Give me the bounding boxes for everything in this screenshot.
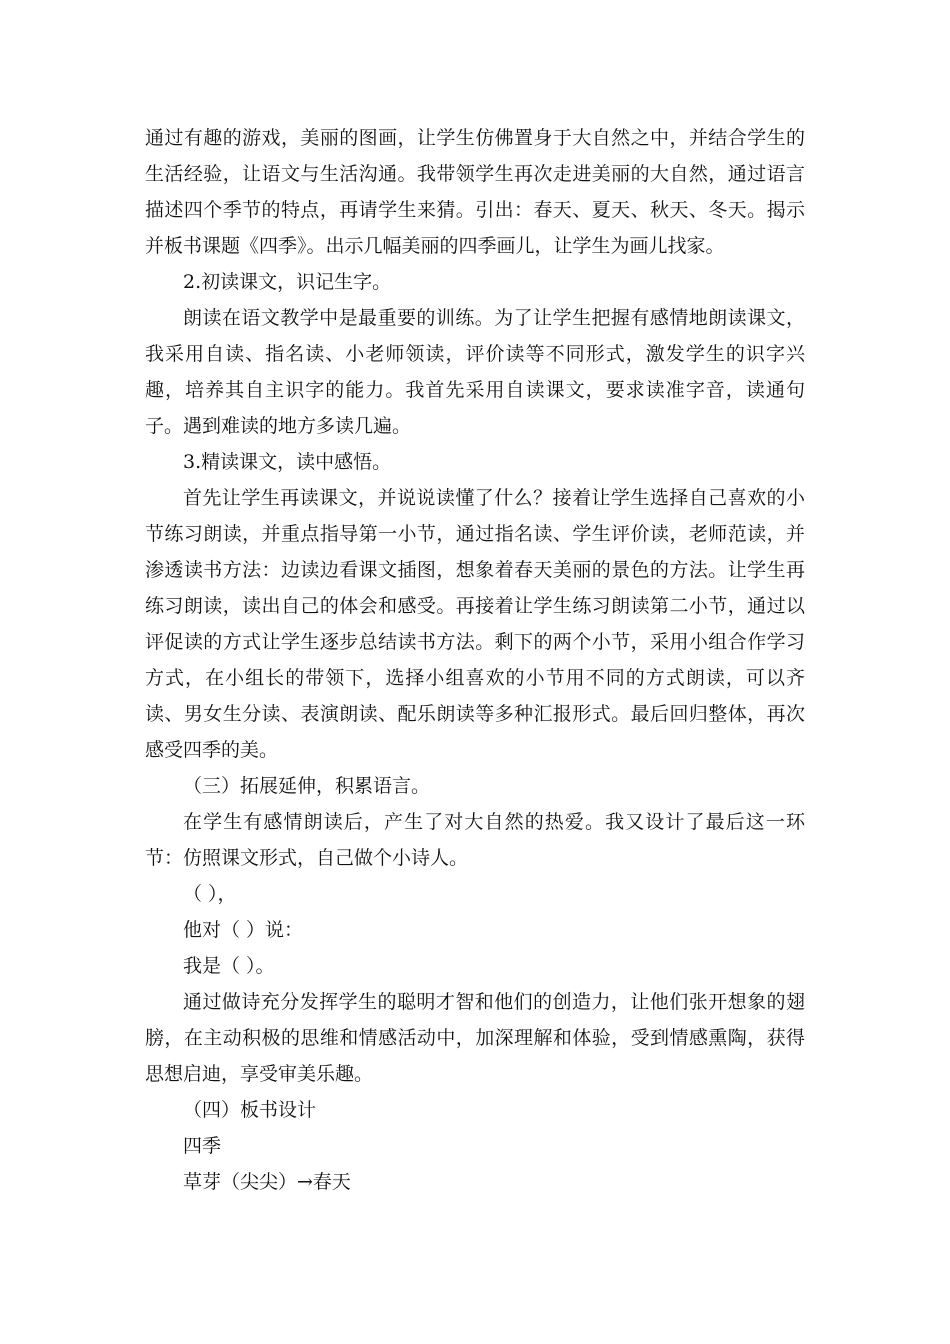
- heading-extension: （三）拓展延伸，积累语言。: [183, 775, 431, 797]
- board-line-spring: 草芽（尖尖）→春天: [183, 1171, 351, 1193]
- board-title: 四季: [183, 1135, 222, 1157]
- heading-first-reading: 2.初读课文，识记生字。: [183, 271, 392, 293]
- paragraph-intro-activity: 通过有趣的游戏，美丽的图画，让学生仿佛置身于大自然之中，并结合学生的生活经验，让语文与生活沟通。我带领学生再次走进美丽的大自然，通过语言描述四个季节的特点，再请学生来猜。引出：春天、夏天、秋天、冬天。揭示并板书课题《四季》。出示几幅美丽的四季画儿，让学生为画儿找家。: [145, 127, 805, 257]
- poem-line-3: 我是（ ）。: [183, 955, 275, 977]
- paragraph-poet-activity: 在学生有感情朗读后，产生了对大自然的热爱。我又设计了最后这一环节：仿照课文形式，自己做个小诗人。: [145, 811, 805, 869]
- heading-intensive-reading: 3.精读课文，读中感悟。: [183, 451, 392, 473]
- paragraph-poetry-benefits: 通过做诗充分发挥学生的聪明才智和他们的创造力，让他们张开想象的翅膀，在主动积极的思维和情感活动中，加深理解和体验，受到情感熏陶，获得思想启迪，享受审美乐趣。: [145, 991, 805, 1085]
- poem-line-2: 他对（ ）说：: [183, 919, 304, 941]
- heading-board-design: （四）板书设计: [183, 1099, 317, 1121]
- poem-line-1: （ ），: [183, 883, 237, 905]
- paragraph-reading-training: 朗读在语文教学中是最重要的训练。为了让学生把握有感情地朗读课文，我采用自读、指名读、小老师领读，评价读等不同形式，激发学生的识字兴趣，培养其自主识字的能力。我首先采用自读课文，要求读准字音，读通句子。遇到难读的地方多读几遍。: [145, 307, 805, 437]
- document-page: [145, 120, 805, 1200]
- paragraph-reading-methods: 首先让学生再读课文，并说说读懂了什么？接着让学生选择自己喜欢的小节练习朗读，并重点指导第一小节，通过指名读、学生评价读，老师范读，并渗透读书方法：边读边看课文插图，想象着春天美丽的景色的方法。让学生再练习朗读，读出自己的体会和感受。再接着让学生练习朗读第二小节，通过以评促读的方式让学生逐步总结读书方法。剩下的两个小节，采用小组合作学习方式，在小组长的带领下，选择小组喜欢的小节用不同的方式朗读，可以齐读、男女生分读、表演朗读、配乐朗读等多种汇报形式。最后回归整体，再次感受四季的美。: [145, 487, 805, 761]
